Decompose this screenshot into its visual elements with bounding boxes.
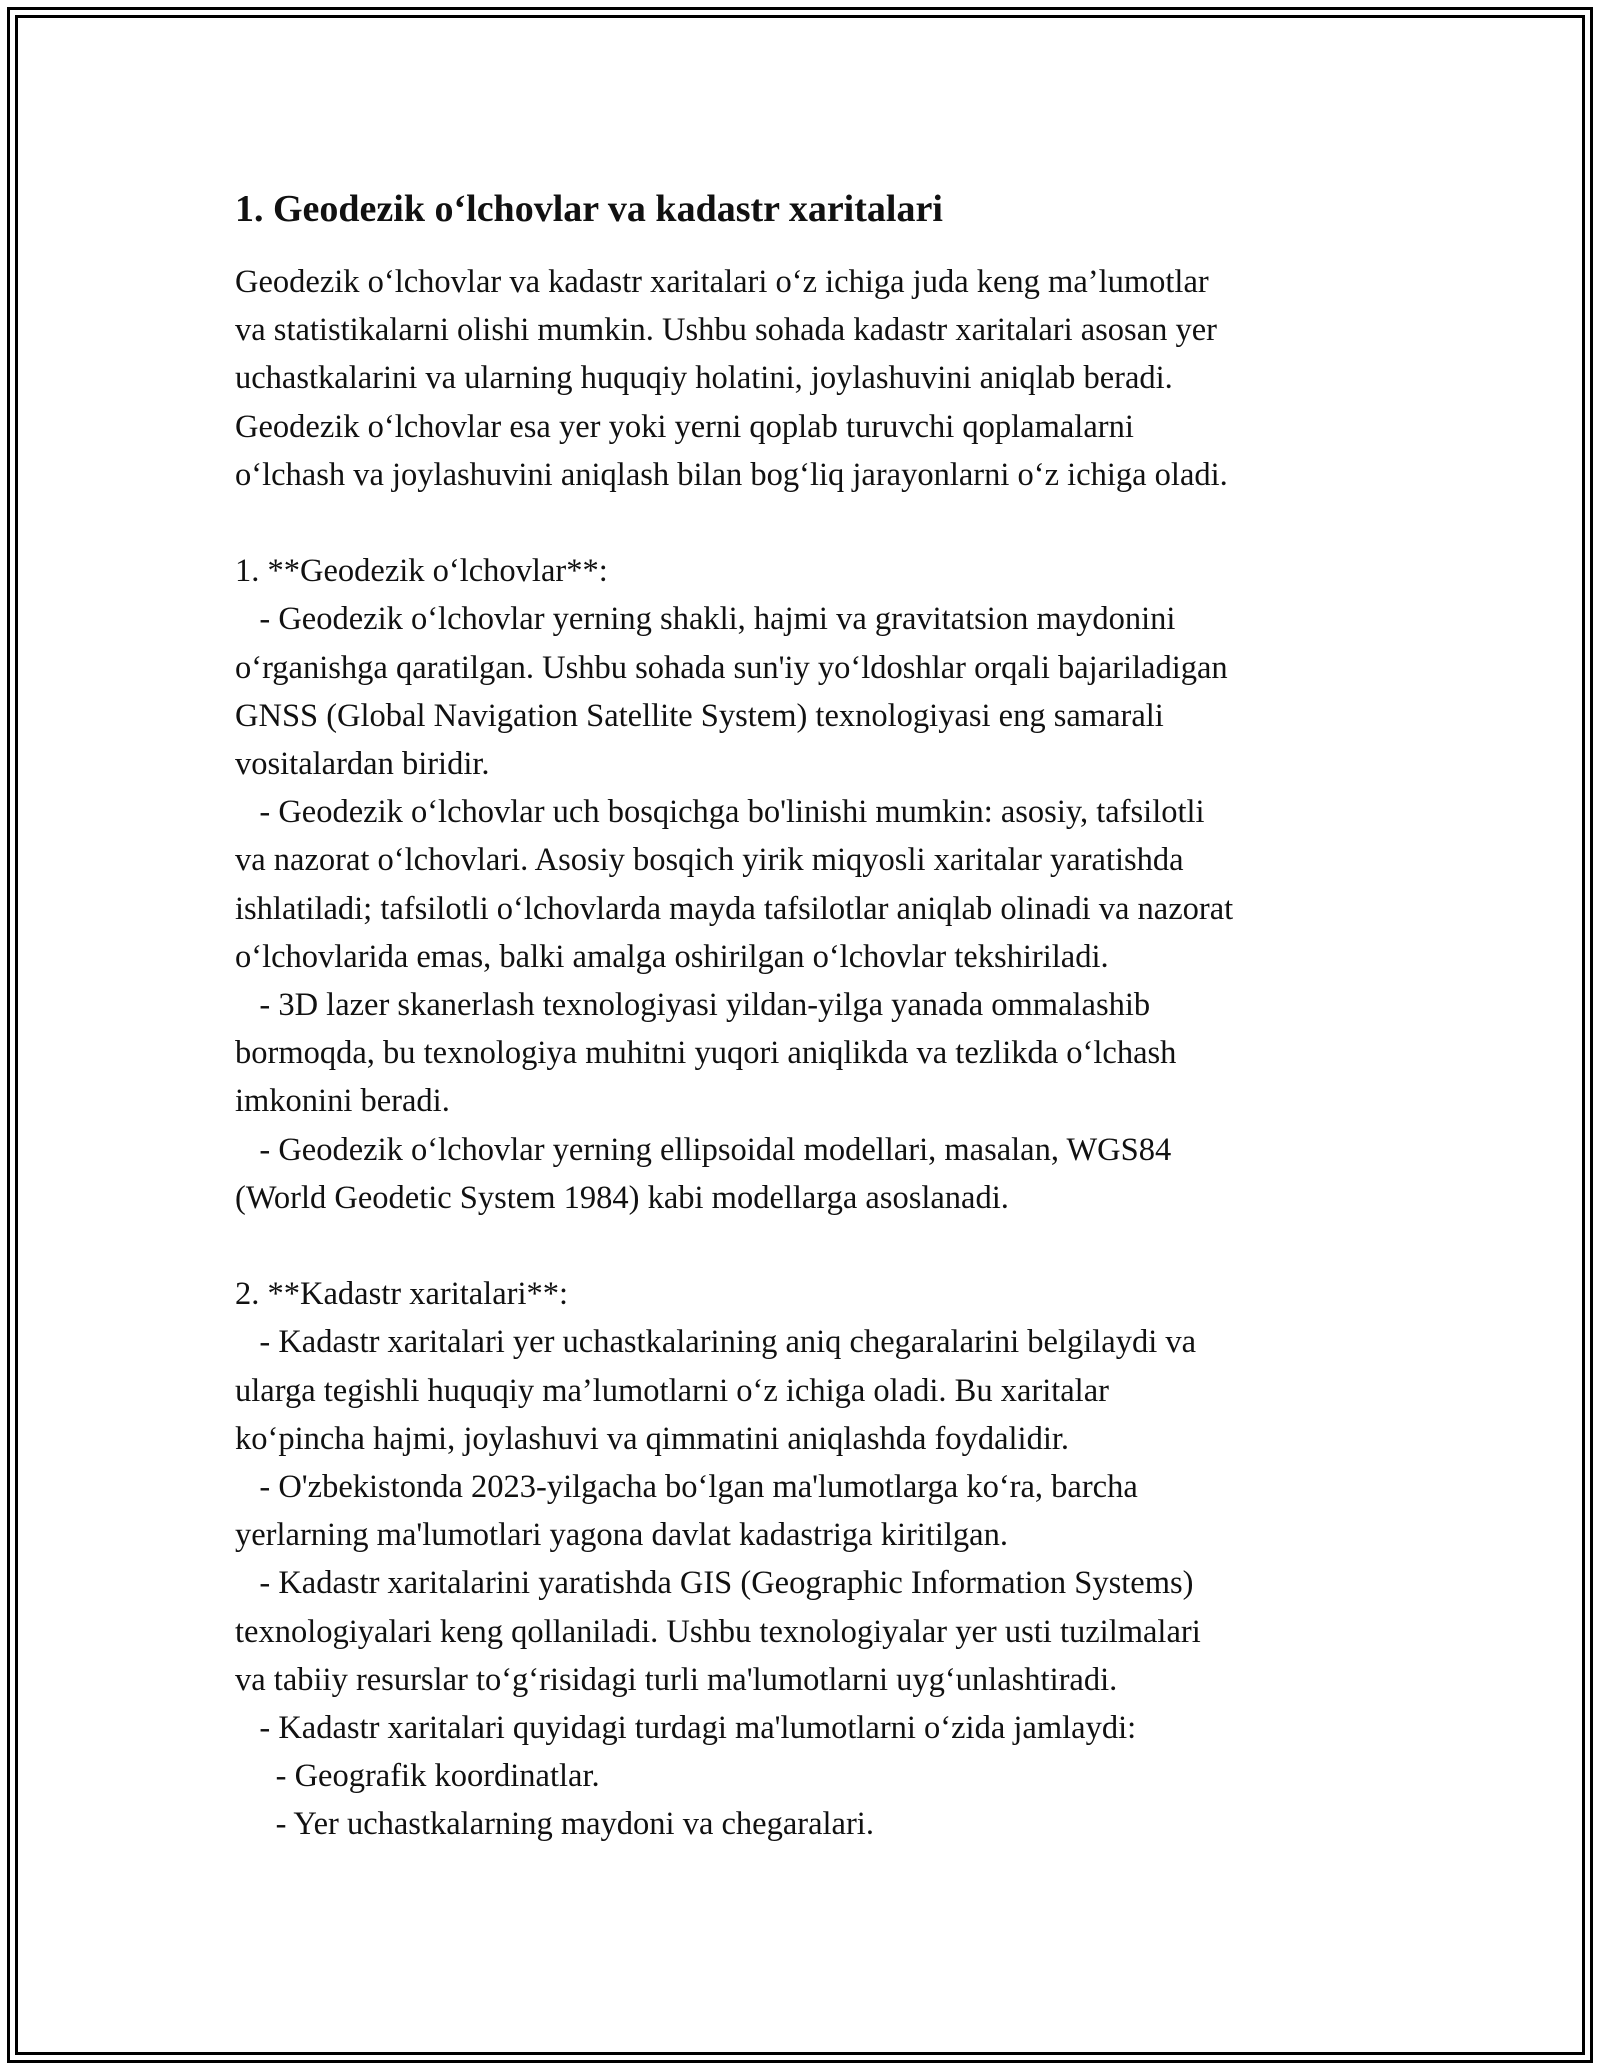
text-line: Geodezik o‘lchovlar esa yer yoki yerni qoplab turuvchi qoplamalarni bbox=[235, 408, 1134, 445]
text-line: - Yer uchastkalarning maydoni va chegaralari. bbox=[235, 1806, 874, 1843]
section-kadastr-xaritalari bbox=[235, 1270, 1375, 1848]
text-line: uchastkalarini va ularning huquqiy holatini, joylashuvini aniqlab beradi. bbox=[235, 360, 1173, 397]
text-line: Geodezik o‘lchovlar va kadastr xaritalari o‘z ichiga juda keng ma’lumotlar bbox=[235, 264, 1209, 300]
text-line: - Geodezik o‘lchovlar yerning ellipsoidal modellari, masalan, WGS84 bbox=[235, 1131, 1172, 1168]
text-line: (World Geodetic System 1984) kabi modellarga asoslanadi. bbox=[235, 1179, 1009, 1216]
text-line: ularga tegishli huquqiy ma’lumotlarni o‘z ichiga oladi. Bu xaritalar bbox=[235, 1372, 1109, 1409]
text-line: va statistikalarni olishi mumkin. Ushbu sohada kadastr xaritalari asosan yer bbox=[235, 312, 1217, 349]
text-line: - Kadastr xaritalarini yaratishda GIS (Geographic Information Systems) bbox=[235, 1565, 1194, 1602]
text-line: ishlatiladi; tafsilotli o‘lchovlarda mayda tafsilotlar aniqlab olinadi va nazorat bbox=[235, 890, 1234, 927]
document-body bbox=[235, 185, 1375, 1849]
text-line: vositalardan biridir. bbox=[235, 746, 490, 783]
text-line: texnologiyalari keng qollaniladi. Ushbu texnologiyalar yer usti tuzilmalari bbox=[235, 1613, 1201, 1650]
paragraph-gap bbox=[235, 1222, 1375, 1270]
text-line: va nazorat o‘lchovlari. Asosiy bosqich yirik miqyosli xaritalar yaratishda bbox=[235, 842, 1184, 879]
paragraph-gap bbox=[235, 499, 1375, 547]
text-line: - Geodezik o‘lchovlar yerning shakli, hajmi va gravitatsion maydonini bbox=[235, 601, 1176, 638]
text-line: - Kadastr xaritalari yer uchastkalarining aniq chegaralarini belgilaydi va bbox=[235, 1324, 1197, 1361]
text-line: ko‘pincha hajmi, joylashuvi va qimmatini aniqlashda foydalidir. bbox=[235, 1420, 1070, 1457]
text-line: - Kadastr xaritalari quyidagi turdagi ma'lumotlarni o‘zida jamlaydi: bbox=[235, 1710, 1137, 1747]
text-line: GNSS (Global Navigation Satellite System) texnologiyasi eng samarali bbox=[235, 697, 1164, 734]
section-geodezik-olchovlar bbox=[235, 547, 1375, 1222]
text-line: yerlarning ma'lumotlari yagona davlat kadastriga kiritilgan. bbox=[235, 1517, 1008, 1554]
text-line: imkonini beradi. bbox=[235, 1083, 450, 1120]
intro-paragraph bbox=[235, 258, 1375, 499]
text-line: bormoqda, bu texnologiya muhitni yuqori aniqlikda va tezlikda o‘lchash bbox=[235, 1035, 1177, 1072]
section-heading: 2. **Kadastr xaritalari**: bbox=[235, 1276, 569, 1313]
text-line: o‘lchovlarida emas, balki amalga oshirilgan o‘lchovlar tekshiriladi. bbox=[235, 938, 1109, 975]
text-line: va tabiiy resurslar to‘g‘risidagi turli ma'lumotlarni uyg‘unlashtiradi. bbox=[235, 1661, 1118, 1698]
text-line: o‘lchash va joylashuvini aniqlash bilan bog‘liq jarayonlarni o‘z ichiga oladi. bbox=[235, 456, 1228, 493]
text-line: - Geodezik o‘lchovlar uch bosqichga bo'linishi mumkin: asosiy, tafsilotli bbox=[235, 794, 1205, 831]
text-line: - O'zbekistonda 2023-yilgacha bo‘lgan ma'lumotlarga ko‘ra, barcha bbox=[235, 1469, 1138, 1506]
text-line: o‘rganishga qaratilgan. Ushbu sohada sun'iy yo‘ldoshlar orqali bajariladigan bbox=[235, 649, 1228, 686]
document-title: 1. Geodezik o‘lchovlar va kadastr xaritalari bbox=[235, 188, 943, 230]
text-line: - Geografik koordinatlar. bbox=[235, 1758, 600, 1795]
text-line: - 3D lazer skanerlash texnologiyasi yildan-yilga yanada ommalashib bbox=[235, 987, 1151, 1024]
section-heading: 1. **Geodezik o‘lchovlar**: bbox=[235, 553, 608, 590]
